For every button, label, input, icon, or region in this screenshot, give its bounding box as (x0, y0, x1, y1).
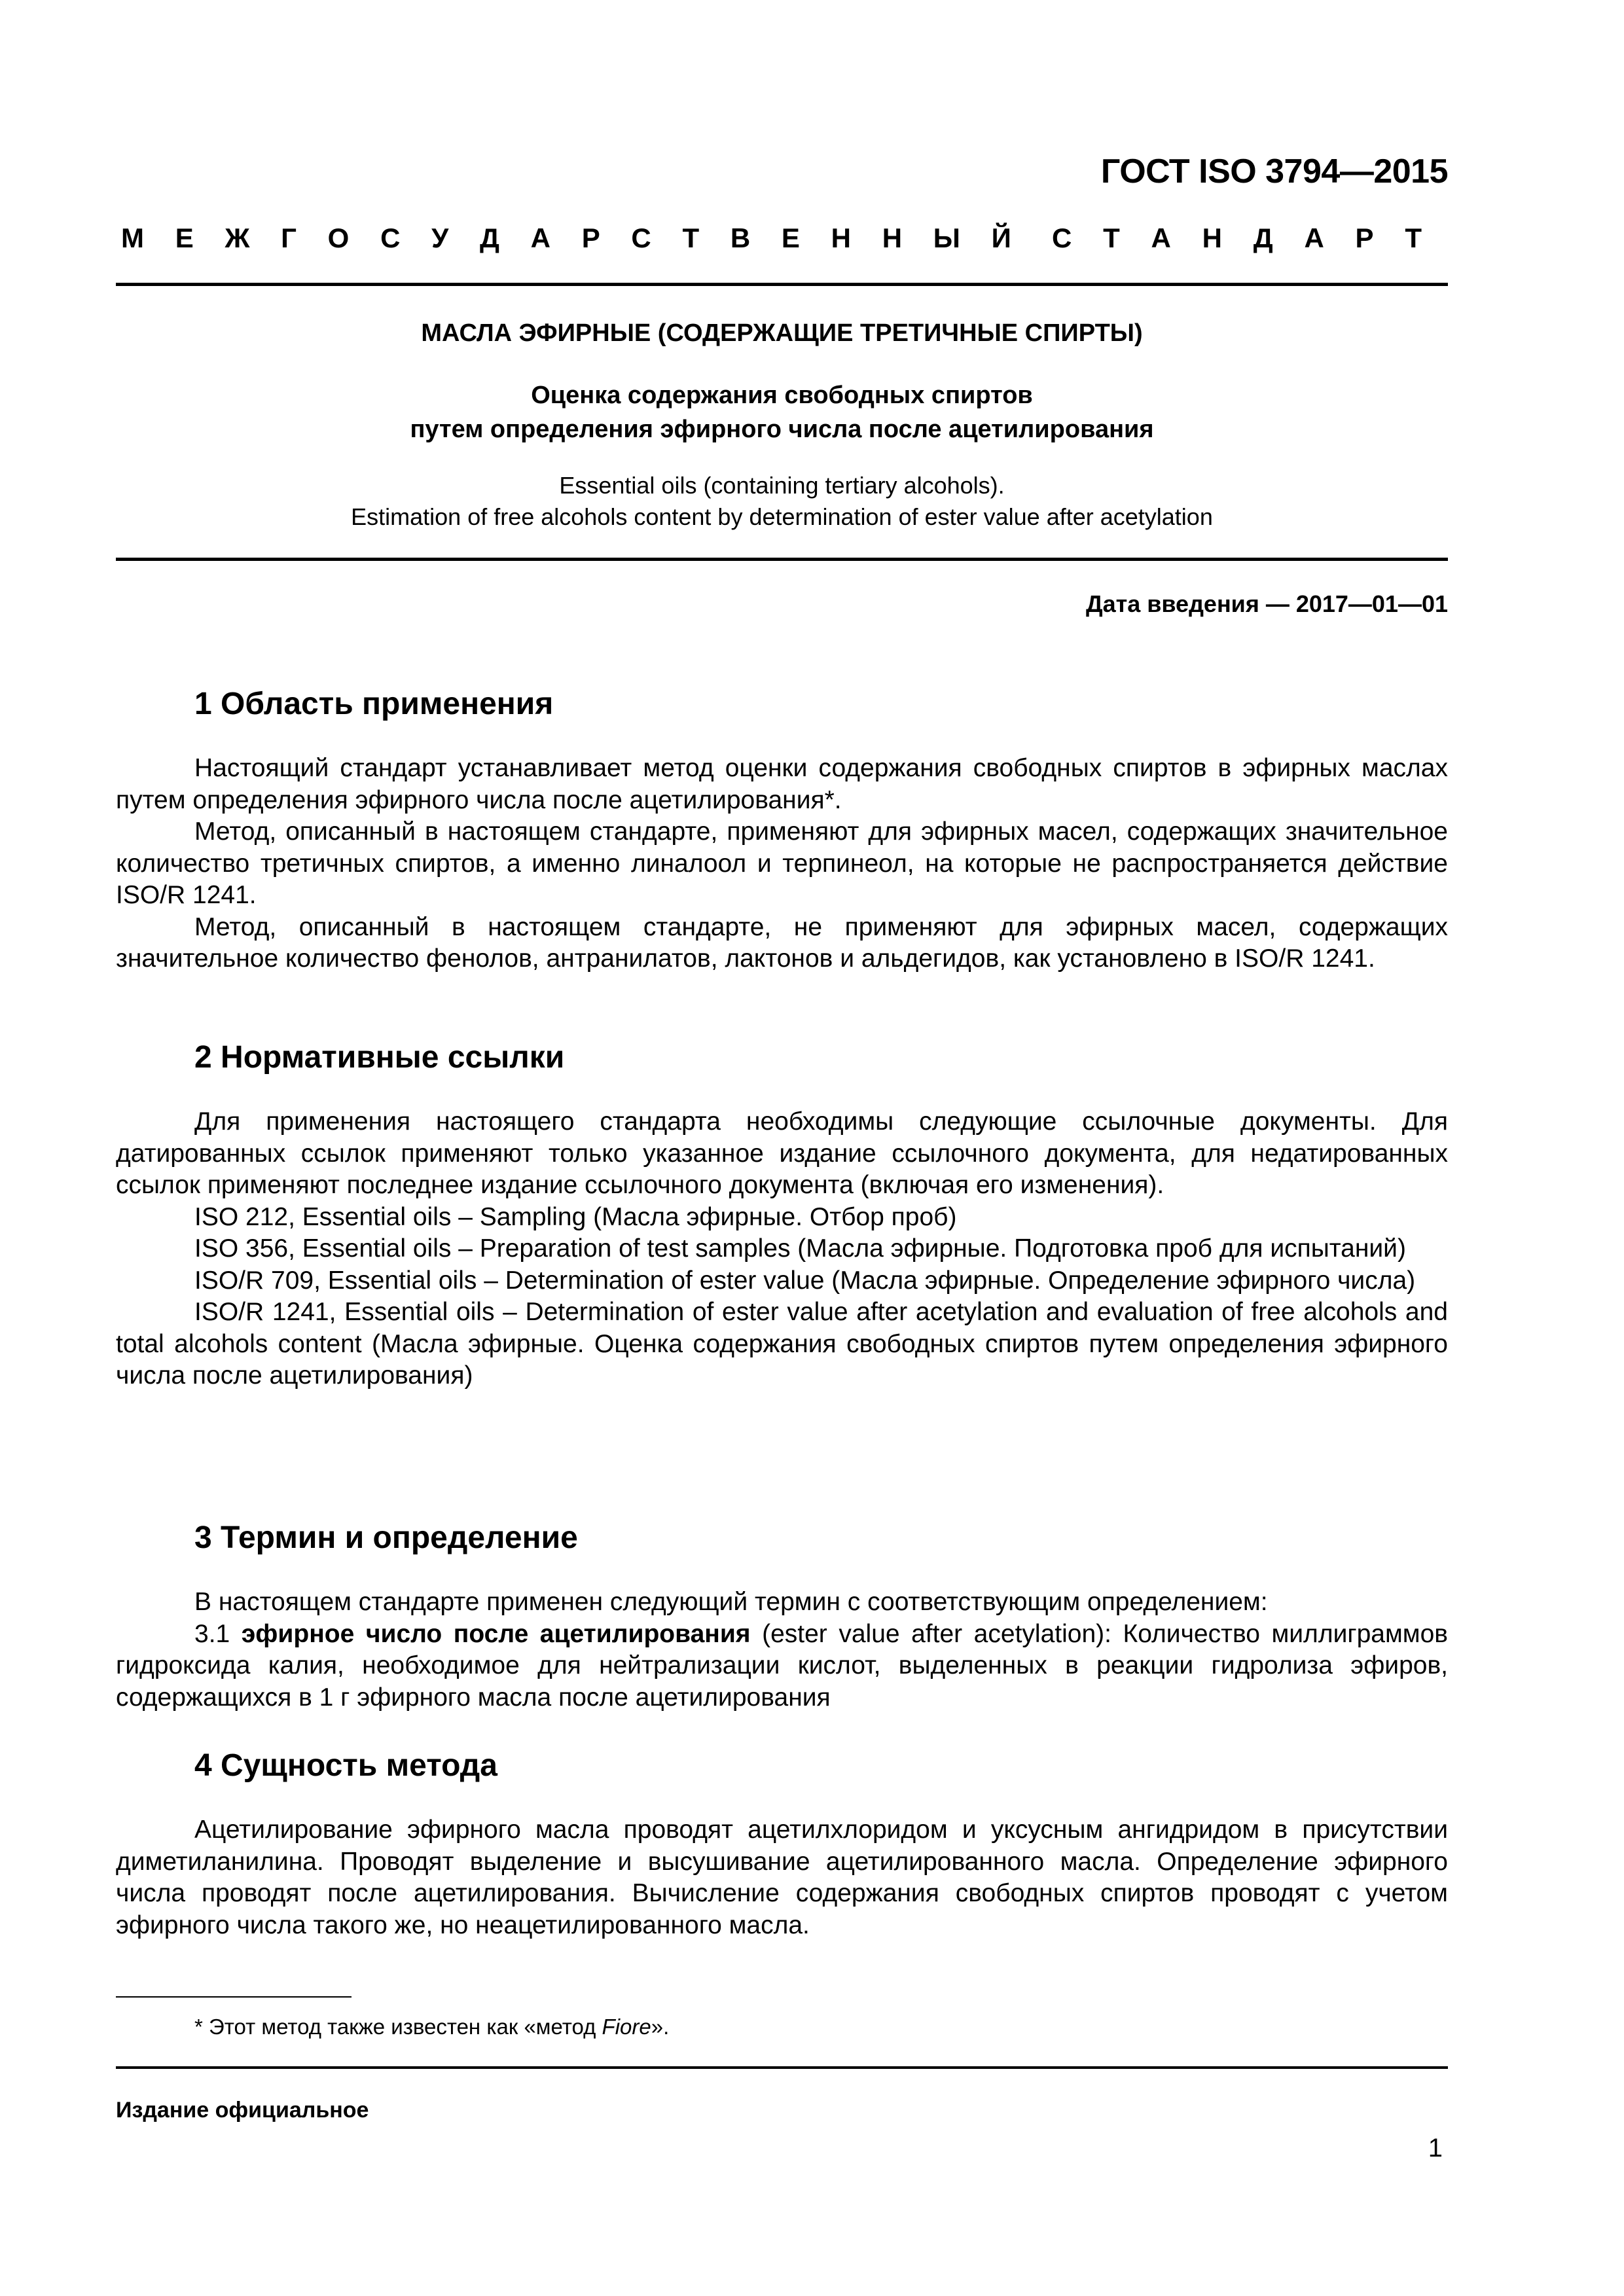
standard-type-letter: Т (682, 223, 700, 253)
standard-type-letter: А (530, 223, 550, 253)
standard-type-letter: Н (831, 223, 851, 253)
section-2-heading: 2 Нормативные ссылки (194, 1040, 565, 1075)
footnote-suffix: ». (651, 2015, 670, 2039)
document-page (116, 0, 1448, 2296)
standard-type-letter: Д (479, 223, 499, 253)
section-1-paragraph-1: Настоящий стандарт устанавливает метод оценки содержания свободных спиртов в эфирных маслах путем определения эфирного числа после ацетилирования*. (116, 754, 1448, 814)
english-title-line-1: Essential oils (containing tertiary alcohols). (559, 472, 1005, 499)
standard-type-letter: А (1151, 223, 1171, 253)
standard-type-letter: С (380, 223, 401, 253)
standard-type-letter: С (1052, 223, 1072, 253)
standard-type-letter: С (631, 223, 651, 253)
reference-iso-r-1241: ISO/R 1241, Essential oils – Determination of ester value after acetylation and evaluation of free alcohols and total alcohols content (Масла эфирные. Оценка содержания свободных спиртов путем определения эфирного числа после ацетилирования) (116, 1298, 1448, 1390)
standard-type-letter: Ж (225, 223, 250, 253)
section-2-body (116, 1106, 1448, 1392)
term-name: эфирное число после ацетилирования (241, 1619, 751, 1648)
section-1-paragraph-2: Метод, описанный в настоящем стандарте, применяют для эфирных масел, содержащих значительное количество третичных спиртов, а именно линалоол и терпинеол, на которые не распространяется действие ISO/R 1241. (116, 817, 1448, 909)
reference-iso-356: ISO 356, Essential oils – Preparation of test samples (Масла эфирные. Подготовка проб для испытаний) (194, 1234, 1406, 1263)
section-4-body (116, 1814, 1448, 1941)
section-4-heading: 4 Сущность метода (194, 1748, 497, 1783)
standard-type-letter: Т (1103, 223, 1120, 253)
english-title-line-2: Estimation of free alcohols content by determination of ester value after acetylation (351, 503, 1213, 530)
standard-type-letter: А (1304, 223, 1324, 253)
section-1-paragraph-3: Метод, описанный в настоящем стандарте, не применяют для эфирных масел, содержащих значительное количество фенолов, антранилатов, лактонов и альдегидов, как установлено в ISO/R 1241. (116, 912, 1448, 973)
standard-type-word-2 (1052, 223, 1422, 254)
section-3-heading: 3 Термин и определение (194, 1520, 578, 1555)
standard-type-letter: Н (1202, 223, 1222, 253)
english-title (116, 470, 1448, 533)
footnote-prefix: * Этот метод также известен как «метод (194, 2015, 602, 2039)
footer-divider (116, 2066, 1448, 2069)
introduction-date: Дата введения — 2017—01—01 (1085, 590, 1448, 617)
standard-type-letter: Д (1253, 223, 1273, 253)
footnote-italic: Fiore (602, 2015, 651, 2039)
standard-type-letter: Ы (933, 223, 960, 253)
title-divider (116, 558, 1448, 561)
footnote-divider (116, 1996, 352, 1998)
header-divider (116, 283, 1448, 286)
term-number: 3.1 (194, 1619, 230, 1648)
document-code: ГОСТ ISO 3794—2015 (1100, 152, 1448, 190)
section-1-body (116, 753, 1448, 975)
sub-title (116, 378, 1448, 446)
reference-iso-212: ISO 212, Essential oils – Sampling (Масла эфирные. Отбор проб) (194, 1202, 957, 1231)
standard-type-letter: Р (581, 223, 600, 253)
standard-type-letter: Н (882, 223, 903, 253)
term-definition-3-1 (116, 1619, 1448, 1714)
standard-type-letter: М (121, 223, 144, 253)
standard-type-letter: В (730, 223, 751, 253)
standard-type-letter: Е (781, 223, 800, 253)
official-edition-label: Издание официальное (116, 2098, 369, 2123)
standard-type-letter: Р (1355, 223, 1374, 253)
section-3-paragraph-1: В настоящем стандарте применен следующий термин с соответствующим определением: (194, 1588, 1268, 1616)
section-2-paragraph-1: Для применения настоящего стандарта необходимы следующие ссылочные документы. Для датированных ссылок применяют только указанное издание ссылочного документа, для недатированных ссылок применяют последнее издание ссылочного документа (включая его изменения). (116, 1107, 1448, 1199)
standard-type-letter: Е (175, 223, 194, 253)
page-number: 1 (1428, 2134, 1443, 2162)
standard-type (121, 223, 1422, 254)
sub-title-line-2: путем определения эфирного числа после ацетилирования (410, 416, 1154, 443)
standard-type-letter: Т (1405, 223, 1422, 253)
reference-iso-r-709: ISO/R 709, Essential oils – Determination of ester value (Масла эфирные. Определение эфирного числа) (194, 1266, 1416, 1295)
standard-type-letter: Й (991, 223, 1011, 253)
section-3-body (116, 1587, 1448, 1713)
sub-title-line-1: Оценка содержания свободных спиртов (531, 382, 1033, 409)
standard-type-letter: О (327, 223, 350, 253)
footnote (194, 2015, 669, 2039)
main-title: МАСЛА ЭФИРНЫЕ (СОДЕРЖАЩИЕ ТРЕТИЧНЫЕ СПИРТЫ) (421, 319, 1143, 347)
section-4-paragraph-1: Ацетилирование эфирного масла проводят ацетилхлоридом и уксусным ангидридом в присутствии диметиланилина. Проводят выделение и высушивание ацетилированного масла. Определение эфирного числа проводят после ацетилирования. Вычисление содержания свободных спиртов проводят с учетом эфирного числа такого же, но неацетилированного масла. (116, 1816, 1448, 1939)
standard-type-letter: Г (281, 223, 297, 253)
standard-type-word-1 (121, 223, 1011, 254)
standard-type-letter: У (431, 223, 449, 253)
term-text: (ester value after acetylation): Количество миллиграммов гидроксида калия, необходимое для нейтрализации кислот, выделенных в реакции гидролиза эфиров, содержащихся в 1 г эфирного масла после ацетилирования (116, 1619, 1448, 1712)
section-1-heading: 1 Область применения (194, 687, 554, 721)
